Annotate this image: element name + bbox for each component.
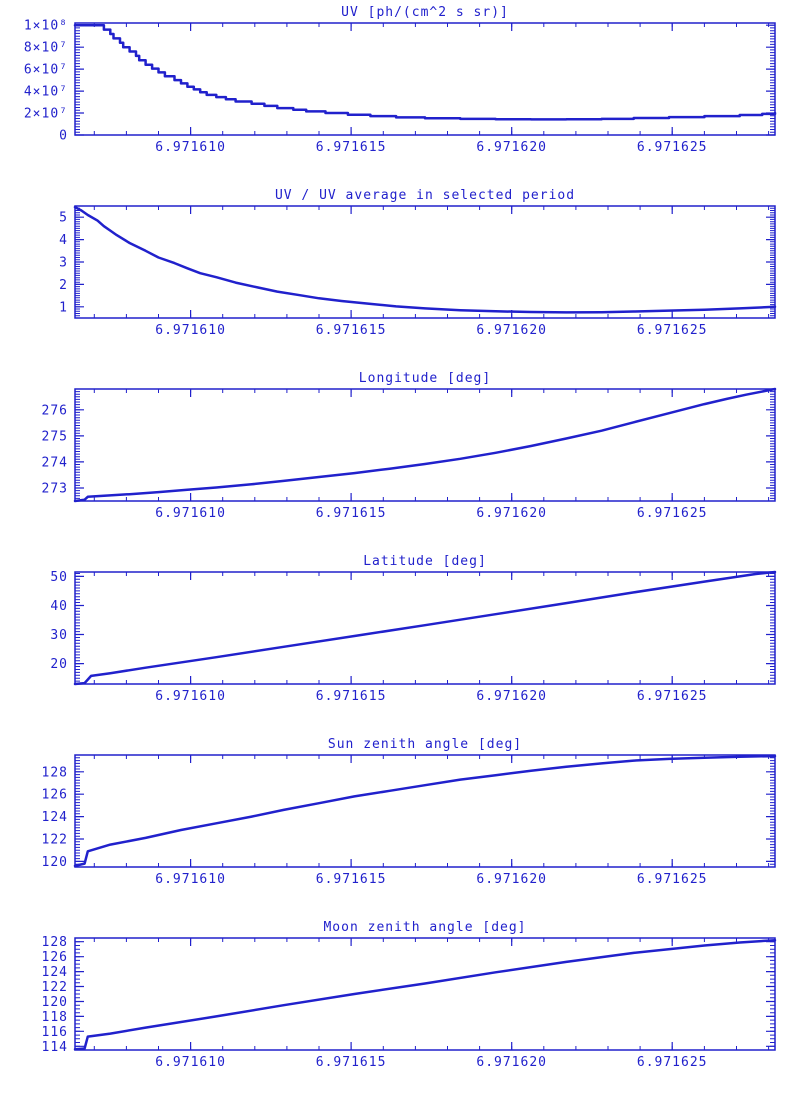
plot-frame (75, 755, 775, 867)
chart-title: Longitude [deg] (358, 371, 492, 386)
y-tick-label: 5 (59, 210, 68, 226)
plot-frame (75, 572, 775, 684)
x-tick-label: 6.971625 (636, 1055, 708, 1070)
y-tick-label: 3 (59, 255, 68, 271)
x-tick-label: 6.971625 (636, 872, 708, 887)
x-minor-ticks (94, 206, 768, 318)
x-tick-label: 6.971615 (315, 872, 387, 887)
y-tick-label: 114 (41, 1039, 68, 1055)
longitude-plot-canvas (0, 366, 800, 549)
x-tick-label: 6.971615 (315, 689, 387, 704)
y-tick-label: 118 (41, 1009, 68, 1025)
y-tick-label: 30 (50, 628, 68, 643)
x-major-ticks (191, 206, 673, 318)
x-tick-label: 6.971610 (155, 506, 226, 521)
y-tick-label: 1 (59, 300, 68, 316)
x-tick-label: 6.971625 (636, 140, 708, 155)
data-curve (75, 572, 775, 684)
data-curve (75, 389, 775, 501)
x-tick-label: 6.971625 (636, 323, 708, 338)
plot-frame (75, 389, 775, 501)
y-tick-label: 126 (41, 787, 68, 803)
y-tick-label: 273 (41, 481, 68, 497)
y-tick-label: 40 (50, 599, 68, 614)
chart-title: Latitude [deg] (363, 554, 487, 569)
data-curve (75, 756, 775, 866)
sun-zenith-chart (0, 732, 800, 915)
plot-frame (75, 938, 775, 1050)
y-tick-label: 274 (41, 455, 68, 471)
y-tick-label: 6×10⁷ (23, 62, 68, 78)
x-tick-label: 6.971625 (636, 506, 708, 521)
moon-zenith-plot-canvas (0, 915, 800, 1098)
x-tick-label: 6.971615 (315, 140, 387, 155)
x-minor-ticks (94, 389, 768, 501)
y-tick-label: 4 (59, 233, 68, 249)
uv-chart (0, 0, 800, 183)
y-tick-label: 122 (41, 832, 68, 848)
y-tick-label: 126 (41, 950, 68, 966)
x-major-ticks (191, 938, 673, 1050)
y-tick-label: 128 (41, 765, 68, 781)
sun-zenith-plot-canvas (0, 732, 800, 915)
latitude-chart (0, 549, 800, 732)
y-tick-label: 275 (41, 429, 68, 445)
y-tick-label: 128 (41, 935, 68, 951)
y-major-ticks (75, 410, 775, 488)
y-tick-label: 1×10⁸ (23, 18, 68, 34)
x-tick-label: 6.971610 (155, 323, 226, 338)
x-tick-label: 6.971610 (155, 872, 226, 887)
x-major-ticks (191, 572, 673, 684)
y-tick-label: 116 (41, 1024, 68, 1040)
y-major-ticks (75, 217, 775, 307)
x-minor-ticks (94, 572, 768, 684)
chart-title: UV [ph/(cm^2 s sr)] (341, 5, 509, 20)
latitude-plot-canvas (0, 549, 800, 732)
y-minor-ticks (75, 755, 775, 867)
y-tick-label: 0 (59, 128, 68, 144)
longitude-chart (0, 366, 800, 549)
y-tick-label: 2 (59, 277, 68, 293)
x-tick-label: 6.971620 (476, 872, 548, 887)
x-tick-label: 6.971615 (315, 1055, 387, 1070)
x-tick-label: 6.971615 (315, 323, 387, 338)
y-tick-label: 124 (41, 810, 68, 826)
y-tick-label: 122 (41, 980, 68, 995)
data-curve (75, 207, 775, 312)
x-minor-ticks (94, 938, 768, 1050)
x-tick-label: 6.971620 (476, 1055, 548, 1070)
y-tick-label: 120 (41, 854, 68, 870)
moon-zenith-chart (0, 915, 800, 1098)
y-major-ticks (75, 942, 775, 1047)
plot-frame (75, 206, 775, 318)
x-major-ticks (191, 755, 673, 867)
data-curve (75, 25, 775, 119)
x-tick-label: 6.971620 (476, 506, 548, 521)
uv-plot-canvas (0, 0, 800, 183)
x-tick-label: 6.971625 (636, 689, 708, 704)
chart-title: UV / UV average in selected period (274, 188, 576, 203)
y-tick-label: 120 (41, 995, 68, 1010)
y-tick-label: 2×10⁷ (23, 106, 68, 122)
y-tick-label: 20 (50, 657, 68, 673)
y-tick-label: 124 (41, 965, 68, 981)
x-tick-label: 6.971620 (476, 689, 548, 704)
x-tick-label: 6.971610 (155, 689, 226, 704)
y-tick-label: 50 (50, 569, 68, 585)
y-tick-label: 4×10⁷ (23, 84, 68, 100)
uv-ratio-plot-canvas (0, 183, 800, 366)
y-tick-label: 8×10⁷ (23, 40, 68, 56)
x-tick-label: 6.971610 (155, 1055, 226, 1070)
x-tick-label: 6.971620 (476, 323, 548, 338)
chart-title: Sun zenith angle [deg] (327, 737, 523, 752)
x-minor-ticks (94, 755, 768, 867)
y-major-ticks (75, 576, 775, 663)
data-curve (75, 940, 775, 1049)
y-minor-ticks (75, 938, 775, 1050)
x-tick-label: 6.971615 (315, 506, 387, 521)
y-minor-ticks (75, 206, 775, 318)
chart-title: Moon zenith angle [deg] (323, 920, 527, 935)
x-tick-label: 6.971610 (155, 140, 226, 155)
x-tick-label: 6.971620 (476, 140, 548, 155)
y-minor-ticks (75, 574, 775, 685)
y-tick-label: 276 (41, 403, 68, 419)
y-minor-ticks (75, 389, 775, 501)
uv-ratio-chart (0, 183, 800, 366)
